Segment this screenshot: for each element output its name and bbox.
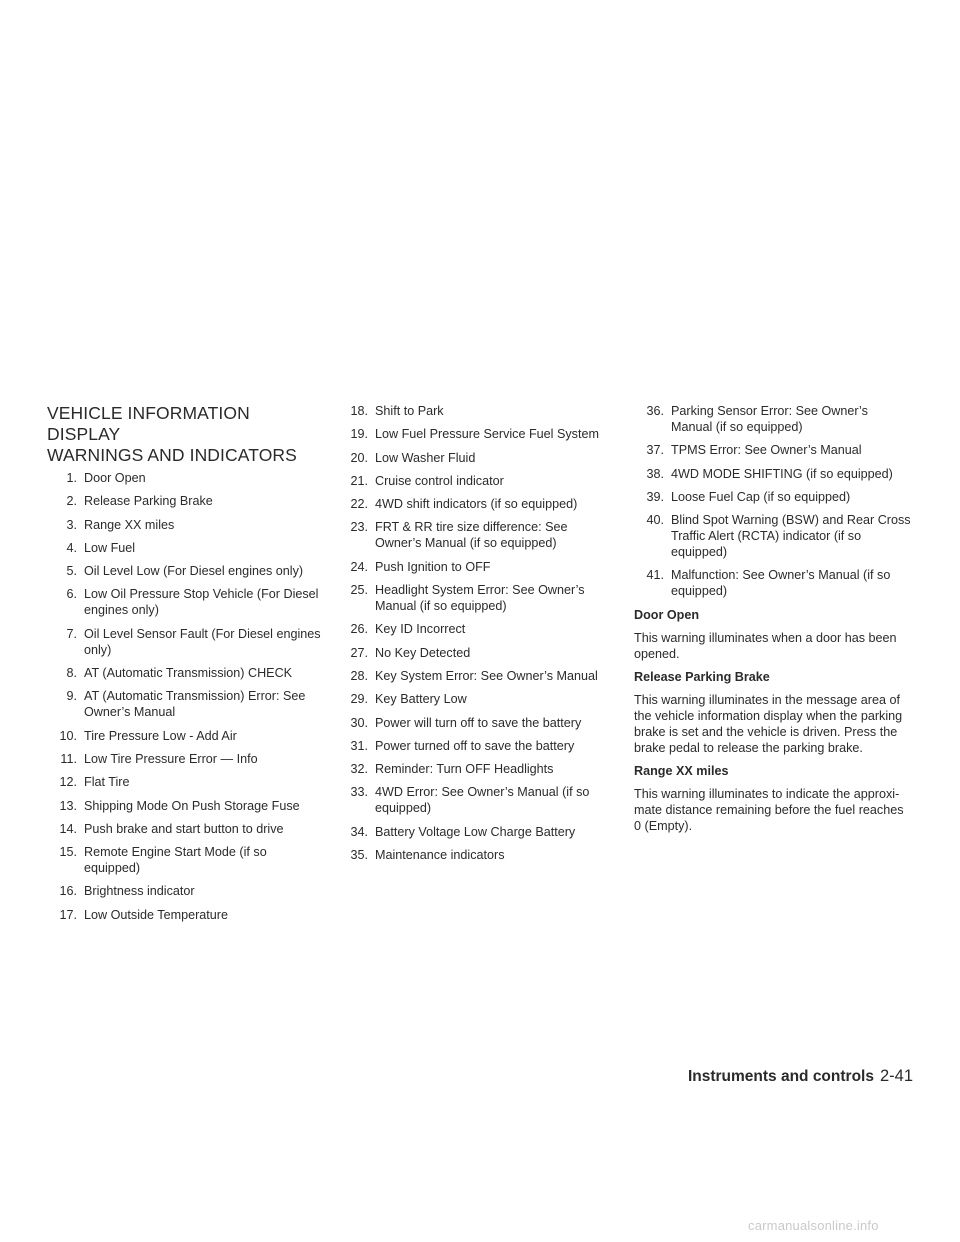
- door-open-body: This warning illuminates when a door has been opened.: [634, 630, 897, 661]
- item-number: 19.: [350, 427, 368, 442]
- item-text: Key Battery Low: [375, 692, 467, 707]
- item-text: FRT & RR tire size difference: See Owner’s Manual (if so equipped): [375, 520, 568, 551]
- item-number: 33.: [350, 785, 368, 800]
- item-number: 1.: [66, 471, 77, 485]
- item-number: 8.: [66, 666, 77, 681]
- column-2: [338, 403, 616, 870]
- item-text: Maintenance indicators: [375, 848, 505, 863]
- item-number: 17.: [59, 907, 77, 922]
- range-body: This warning illuminates to indicate the approxi-mate distance remaining before the fuel reaches 0 (Empty).: [634, 786, 904, 833]
- list-item: [47, 626, 325, 658]
- list-item: [338, 559, 616, 575]
- item-text: Malfunction: See Owner’s Manual (if so equipped): [671, 568, 891, 599]
- item-number: 30.: [350, 715, 368, 730]
- item-number: 10.: [59, 728, 77, 743]
- list-item: [47, 751, 325, 767]
- list-item: [338, 738, 616, 754]
- item-text: TPMS Error: See Owner’s Manual: [671, 443, 862, 458]
- list-item: [338, 621, 616, 637]
- list-item: [634, 512, 912, 560]
- item-text: Shipping Mode On Push Storage Fuse: [84, 798, 300, 813]
- item-text: Brightness indicator: [84, 884, 195, 899]
- list-item: [634, 567, 912, 599]
- item-text: Release Parking Brake: [84, 494, 213, 509]
- list-item: [338, 450, 616, 466]
- item-text: Push Ignition to OFF: [375, 559, 491, 574]
- item-number: 12.: [59, 775, 77, 790]
- list-item: [338, 761, 616, 777]
- list-item: [338, 784, 616, 816]
- item-number: 38.: [646, 466, 664, 481]
- item-text: Battery Voltage Low Charge Battery: [375, 824, 576, 839]
- item-text: Door Open: [84, 471, 146, 485]
- item-text: Parking Sensor Error: See Owner’s Manual (if so equipped): [671, 404, 868, 434]
- item-number: 16.: [59, 884, 77, 899]
- item-text: AT (Automatic Transmission) Error: See Owner’s Manual: [84, 689, 306, 720]
- item-text: Low Tire Pressure Error — Info: [84, 751, 258, 766]
- item-number: 18.: [350, 404, 368, 418]
- list-item: [634, 403, 912, 435]
- item-number: 37.: [646, 443, 664, 458]
- item-number: 14.: [59, 821, 77, 836]
- item-number: 6.: [66, 587, 77, 602]
- item-number: 41.: [646, 568, 664, 583]
- item-text: Low Oil Pressure Stop Vehicle (For Diesel engines only): [84, 587, 319, 618]
- list-item: [338, 645, 616, 661]
- list-item: [47, 563, 325, 579]
- page-number: 2-41: [879, 1067, 913, 1085]
- list-item: [338, 668, 616, 684]
- list-item: [634, 442, 912, 458]
- item-number: 5.: [66, 564, 77, 579]
- list-item: [47, 517, 325, 533]
- item-text: Blind Spot Warning (BSW) and Rear Cross Traffic Alert (RCTA) indicator (if so equipped): [671, 513, 911, 560]
- item-number: 15.: [59, 845, 77, 860]
- item-text: Tire Pressure Low - Add Air: [84, 728, 237, 743]
- item-text: Range XX miles: [84, 517, 175, 532]
- item-number: 31.: [350, 738, 368, 753]
- item-text: 4WD MODE SHIFTING (if so equipped): [671, 466, 893, 481]
- list-item: [338, 496, 616, 512]
- item-number: 3.: [66, 517, 77, 532]
- item-text: No Key Detected: [375, 645, 471, 660]
- item-text: Oil Level Sensor Fault (For Diesel engines only): [84, 626, 321, 657]
- item-number: 29.: [350, 692, 368, 707]
- item-number: 40.: [646, 513, 664, 528]
- list-item: [47, 844, 325, 876]
- column-1: [47, 403, 325, 930]
- item-text: Reminder: Turn OFF Headlights: [375, 762, 554, 777]
- item-number: 35.: [350, 848, 368, 863]
- item-number: 34.: [350, 824, 368, 839]
- list-item: [338, 473, 616, 489]
- list-item: [47, 665, 325, 681]
- door-open-title: Door Open: [634, 607, 700, 622]
- list-item: [47, 470, 325, 486]
- item-number: 22.: [350, 497, 368, 512]
- list-item: [634, 466, 912, 482]
- item-text: 4WD shift indicators (if so equipped): [375, 497, 578, 512]
- item-number: 2.: [66, 494, 77, 509]
- item-number: 4.: [66, 540, 77, 555]
- list-item: [338, 426, 616, 442]
- item-text: Flat Tire: [84, 775, 130, 790]
- item-text: Low Fuel: [84, 540, 136, 555]
- list-item: [47, 883, 325, 899]
- item-number: 26.: [350, 622, 368, 637]
- item-text: Low Outside Temperature: [84, 907, 228, 922]
- item-number: 11.: [60, 751, 77, 766]
- item-text: AT (Automatic Transmission) CHECK: [84, 666, 293, 681]
- indicator-list-2: [338, 403, 616, 863]
- watermark: carmanualsonline.info: [748, 1218, 879, 1233]
- item-text: Cruise control indicator: [375, 473, 504, 488]
- range-title: Range XX miles: [634, 763, 729, 778]
- item-number: 39.: [646, 489, 664, 504]
- list-item: [338, 403, 616, 419]
- item-text: 4WD Error: See Owner’s Manual (if so equipped): [375, 785, 590, 816]
- list-item: [47, 688, 325, 720]
- list-item: [47, 586, 325, 618]
- item-text: Headlight System Error: See Owner’s Manual (if so equipped): [375, 583, 585, 614]
- item-number: 36.: [646, 404, 664, 418]
- item-number: 13.: [59, 798, 77, 813]
- item-number: 28.: [350, 668, 368, 683]
- item-text: Low Washer Fluid: [375, 450, 476, 465]
- page-heading: VEHICLE INFORMATION DISPLAY WARNINGS AND INDICATORS: [47, 403, 297, 465]
- list-item: [47, 821, 325, 837]
- list-item: [47, 540, 325, 556]
- item-number: 32.: [350, 762, 368, 777]
- item-text: Power turned off to save the battery: [375, 738, 575, 753]
- release-parking-brake-body: This warning illuminates in the message area of the vehicle information display when the parking brake is set and the vehicle is driven. Press the brake pedal to release the parking brake.: [634, 692, 903, 755]
- item-number: 21.: [350, 473, 368, 488]
- list-item: [47, 774, 325, 790]
- item-text: Push brake and start button to drive: [84, 821, 284, 836]
- list-item: [47, 907, 325, 923]
- item-text: Key System Error: See Owner’s Manual: [375, 668, 598, 683]
- item-text: Remote Engine Start Mode (if so equipped): [84, 845, 267, 876]
- item-number: 20.: [350, 450, 368, 465]
- item-text: Oil Level Low (For Diesel engines only): [84, 564, 304, 579]
- page-footer: [688, 1067, 913, 1086]
- item-number: 25.: [350, 583, 368, 598]
- list-item: [47, 798, 325, 814]
- item-text: Power will turn off to save the battery: [375, 715, 582, 730]
- list-item: [338, 582, 616, 614]
- list-item: [338, 824, 616, 840]
- item-text: Loose Fuel Cap (if so equipped): [671, 489, 851, 504]
- list-item: [338, 847, 616, 863]
- list-item: [338, 691, 616, 707]
- list-item: [634, 489, 912, 505]
- footer-section-name: Instruments and controls: [687, 1068, 874, 1085]
- list-item: [338, 519, 616, 551]
- indicator-list-1: [47, 470, 325, 923]
- column-3: [634, 403, 912, 841]
- list-item: [338, 715, 616, 731]
- item-text: Shift to Park: [375, 404, 444, 418]
- item-number: 7.: [66, 626, 77, 641]
- item-text: Key ID Incorrect: [375, 622, 466, 637]
- release-parking-brake-title: Release Parking Brake: [634, 669, 770, 684]
- item-number: 27.: [350, 645, 368, 660]
- list-item: [47, 493, 325, 509]
- item-number: 23.: [350, 520, 368, 535]
- item-number: 24.: [350, 559, 368, 574]
- item-text: Low Fuel Pressure Service Fuel System: [375, 427, 599, 442]
- indicator-list-3: [634, 403, 912, 599]
- item-number: 9.: [66, 689, 77, 704]
- list-item: [47, 728, 325, 744]
